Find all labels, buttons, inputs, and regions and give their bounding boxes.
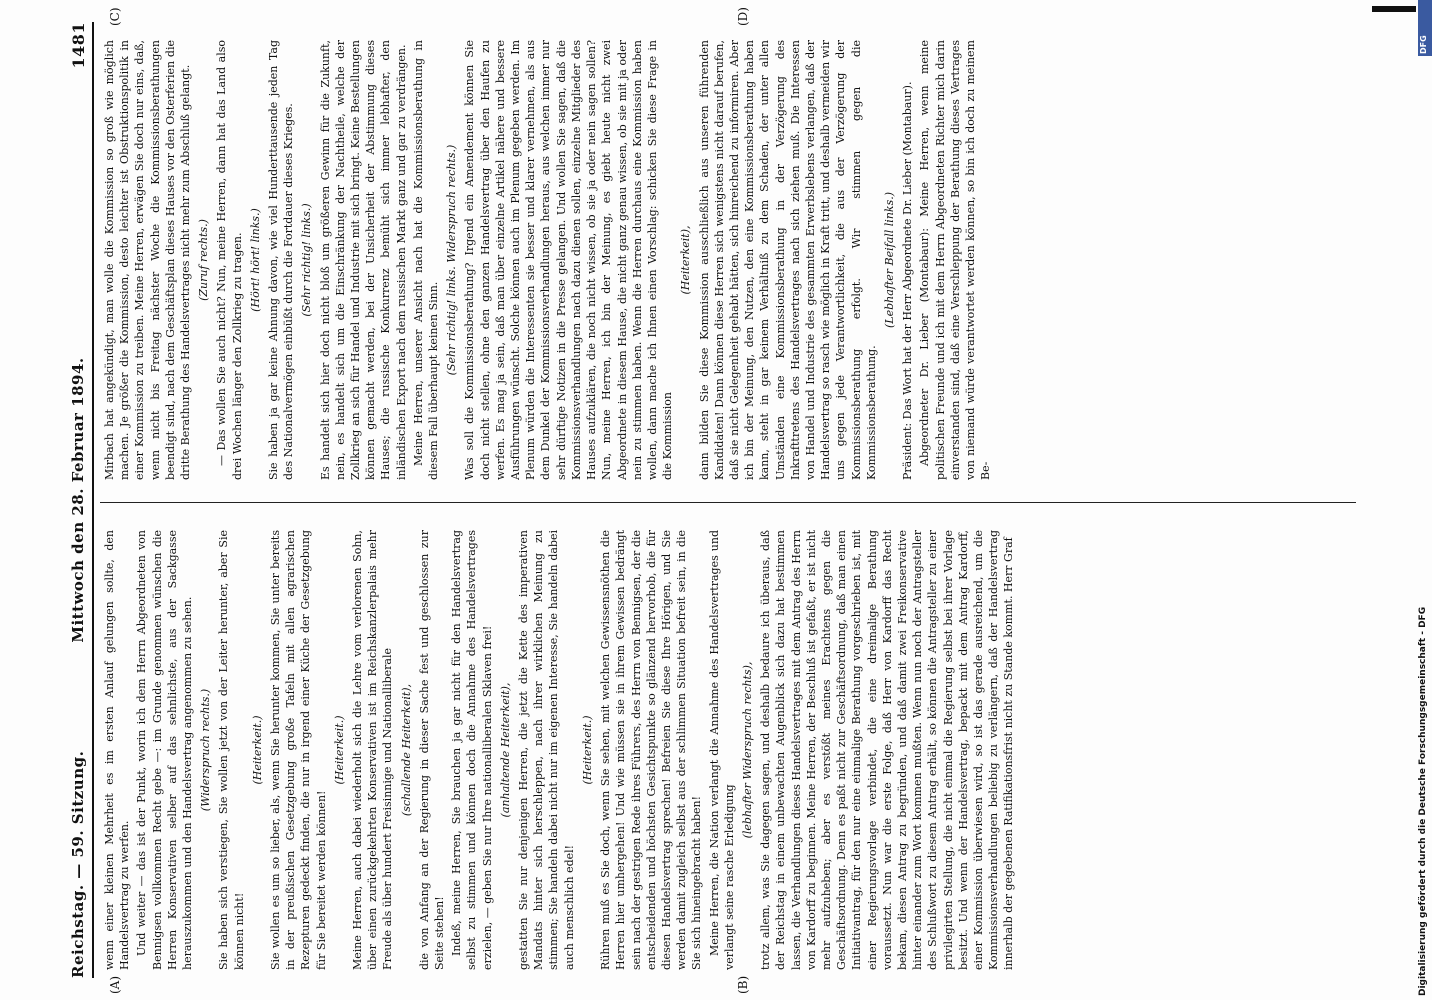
interjection: (lebhafter Widerspruch rechts), xyxy=(740,661,754,839)
paragraph: Meine Herren, unserer Ansicht nach hat die Kommissionsberathung in diesem Fall überhaupt keinen Sinn. xyxy=(411,40,441,480)
paragraph: Was soll die Kommissionsberathung? Irgend ein Amendement können Sie doch nicht stellen, ohne den ganzen Handelsvertrag über den Haufen zu werfen. Es mag ja sein, daß man über einzelne Artikel nähere und bessere Ausführungen wünscht. Solche können auch im Plenum gegeben werden. Im Plenum würden die Interessenten sie besser und klarer vernehmen, als aus dem Dunkel der Kommissionsverhandlungen heraus, aus welchen immer nur sehr dürftige Notizen in die Presse gelangen. Und wollen Sie sagen, daß die Kommissionsverhandlungen nach dazu dienen sollen, einzelne Mitglieder des Hauses aufzuklären, die noch nicht wissen, ob sie ja oder nein sagen sollen? Nun, meine Herren, ich bin der Meinung, es giebt heute nicht zwei Abgeordnete in diesem Hause, die nicht ganz genau wissen, ob sie mit ja oder nein zu stimmen haben. Wenn die Herren durchaus eine Kommission haben wollen, dann mache ich Ihnen einen Vorschlag: schicken Sie diese Frage in die Kommission xyxy=(463,40,675,480)
paragraph: gestatten Sie nur denjenigen Herren, die jetzt die Kette des imperativen Mandats hinter sich herschleppen, nach ihrer wirklichen Meinung zu stimmen; Sie handeln dabei nicht nur im eigenen Interesse, Sie handeln dabei auch menschlich edel! xyxy=(517,530,576,970)
paragraph: Abgeordneter Dr. Lieber (Montabaur): Meine Herren, wenn meine politischen Freunde und ich mit dem Herrn Abgeordneten Richter mich darin einverstanden sind, daß eine Verschleppung der Berathung dieses Vertrages von niemand würde verantwortet werden können, so bin ich doch zu meinem Be- xyxy=(918,40,993,480)
dfg-logo: DFG xyxy=(1418,0,1432,56)
interjection: (Zuruf rechts.) xyxy=(197,219,211,301)
paragraph: wenn einer kleinen Mehrheit es im ersten Anlauf gelungen sollte, den Handelsvertrag zu werfen. xyxy=(103,530,132,970)
rotated-newspaper-page xyxy=(36,0,1396,1000)
digitization-credit: Digitalisierung gefördert durch die Deutsche Forschungsgemeinschaft - DFG xyxy=(1418,606,1428,996)
paragraph: Meine Herren, auch dabei wiederholt sich die Lehre vom verlorenen Sohn, über einen zurückgekehrten Konservativen ist im Reichskanzlerpalais mehr Freude als über hundert Freisinnige und Nationalliberale xyxy=(351,530,395,970)
paragraph: Sie haben ja gar keine Ahnung davon, wie viel Hunderttausende jeden Tag des Nationalvermögen einbüßt durch die Fortdauer dieses Krieges. xyxy=(267,40,296,480)
interjection: (Heiterkeit.) xyxy=(250,715,264,785)
paragraph: die von Anfang an der Regierung in dieser Sache fest und geschlossen zur Seite stehen! xyxy=(417,530,447,970)
interjection: (schallende Heiterkeit), xyxy=(399,683,413,817)
margin-marker-a: (A) xyxy=(108,975,122,994)
interjection: (Heiterkeit.) xyxy=(332,715,346,785)
paragraph: Mirbach hat angekündigt, man wolle die Kommission so groß wie möglich machen. Je größer die Kommission, desto leichter ist Obstruktionspolitik in einer Kommission zu treiben. Meine Herren, erwägen Sie doch nur eins, daß, wenn nicht bis Freitag nächster Woche die Kommissionsberathungen beendigt sind, nach dem Geschäftsplan dieses Hauses vor den Osterferien die dritte Berathung des Handelsvertrages nicht mehr zum Abschluß gelangt. xyxy=(103,40,193,480)
interjection: (anhaltende Heiterkeit), xyxy=(498,682,512,818)
interjection: (Hört! hört! links.) xyxy=(248,208,262,312)
paragraph: trotz allem, was Sie dagegen sagen, und deshalb bedaure ich überaus, daß der Reichstag in einem unbewachten Augenblick sich dazu hat bestimmen lassen, die Verhandlungen dieses Handelsvertrages mit dem Antrag des Herrn von Kardorff zu beginnen. Meine Herren, der Beschluß ist gefaßt, er ist nicht mehr aufzuheben; aber es verstößt meines Erachtens gegen die Geschäftsordnung. Denn es paßt nicht zur Geschäftsordnung, daß man einen Initiativantrag, für den nur eine einmalige Berathung vorgeschrieben ist, mit einer Regierungsvorlage verbindet, die eine dreimalige Berathung voraussetzt. Nun war die erste Folge, daß Herr von Kardorff das Recht bekam, diesen Antrag zu begründen, und daß damit zwei Freikonservative hinter einander zum Wort kommen mußten. Wenn nun noch der Antragsteller des Schlußwort zu diesem Antrag erhält, so können die Antragsteller zu einer privilegirten Stellung, die nicht einmal die Regierung selbst bei ihrer Vorlage besitzt. Und wenn der Handelsvertrag, bepackt mit dem Antrag Kardorff, einer Kommission überwiesen wird, so ist das gerade ausreichend, um die Kommissionsverhandlungen beliebig zu verlängern, daß der Handelsvertrag innerhalb der gegebenen Ratifikationsfrist nicht zu Stande kommt. Herr Graf xyxy=(759,530,1016,970)
paragraph: Präsident: Das Wort hat der Herr Abgeordnete Dr. Lieber (Montabaur). xyxy=(901,81,915,480)
interjection: (Heiterkeit.) xyxy=(580,715,594,785)
paragraph: — Das wollen Sie auch nicht? Nun, meine Herren, dann hat das Land also drei Wochen länger den Zollkrieg zu tragen. xyxy=(215,40,244,480)
header-rule xyxy=(92,22,94,978)
paragraph: Sie wollen es um so lieber, als, wenn Sie herunter kommen, Sie unter bereits in der preußischen Gesetzgebung große Tafeln mit allen agrarischen Rezepturen gedeckt finden, die nur in irgend einer Küche der Gesetzgebung für Sie bereitet werden können! xyxy=(269,530,328,970)
paragraph: Indeß, meine Herren, Sie brauchen ja gar nicht für den Handelsvertrag selbst zu stimmen und können doch die Annahme des Handelsvertrages erzielen, — geben Sie nur Ihre nationalliberalen Sklaven frei! xyxy=(450,530,494,970)
right-text-column xyxy=(102,40,1366,480)
interjection: (Widerspruch rechts.) xyxy=(199,688,213,812)
left-text-column xyxy=(102,530,1366,970)
header-page-number: 1481 xyxy=(68,22,88,69)
page-header xyxy=(62,22,86,978)
margin-marker-c: (C) xyxy=(108,7,122,26)
interjection: (Sehr richtig! links.) xyxy=(300,203,314,317)
margin-marker-d: (D) xyxy=(736,7,750,26)
paragraph: Meine Herren, die Nation verlangt die Annahme des Handelsvertrages und verlangt seine rasche Erledigung xyxy=(707,530,736,970)
margin-marker-b: (B) xyxy=(736,975,750,994)
paragraph: Sie haben sich verstiegen, Sie wollen jetzt von der Leiter herunter, aber Sie können nicht! xyxy=(217,530,246,970)
interjection: (Sehr richtig! links. Widerspruch rechts.) xyxy=(445,144,459,376)
paragraph: dann bilden Sie diese Kommission ausschließlich aus unseren führenden Kandidaten! Dann können diese Herren sich wenigstens nicht darauf berufen, daß sie nicht Gelegenheit gehabt hätten, sich hinreichend zu informiren. Aber ich bin der Meinung, den Nutzen, den eine Kommissionsberathung haben kann, steht in gar keinem Verhältniß zu dem Schaden, der unter allen Umständen eine Kommissionsberathung in der Verzögerung des Inkrafttretens des Handelsvertrages nach sich ziehen muß. Die Interessen von Handel und Industrie des gesammten Erwerbslebens verlangen, daß der Handelsvertrag so rasch wie möglich in Kraft tritt, und deshalb vermeiden wir uns gegen jede Verantwortlichkeit, die aus der Verzögerung der Kommissionsberathung erfolgt. Wir stimmen gegen die Kommissionsberathung. xyxy=(697,40,878,480)
interjection: (Lebhafter Beifall links.) xyxy=(882,191,896,329)
interjection: (Heiterkeit), xyxy=(679,225,693,295)
paragraph: Rühren muß es Sie doch, wenn Sie sehen, mit welchen Gewissensnöthen die Herren hier umhergehen! Und wie müssen sie in ihrem Gewissen bedrängt sein nach der gestrigen Rede ihres Führers, des Herrn von Bennigsen, der die entscheidenden und höchsten Gesichtspunkte so glänzend hervorhob, die für diesen Handelsvertrag sprechen! Befreien Sie diese Ihre Hörigen, und Sie werden damit zugleich selbst aus der schlimmen Situation befreit sein, in die Sie sich hineingebracht haben! xyxy=(599,530,704,970)
paragraph: Es handelt sich hier doch nicht bloß um größeren Gewinn für die Zukunft, nein, es handelt sich um die Einschränkung der Nachtheile, welche der Zollkrieg an sich für Handel und Industrie mit sich bringt. Keine Bestellungen können gemacht werden, bei der Unsicherheit der Abstimmung dieses Hauses; die russische Konkurrenz bemüht sich immer lebhafter, den inländischen Export nach dem russischen Markt ganz und gar zu verdrängen. xyxy=(318,40,408,480)
paragraph: Und weiter — das ist der Punkt, worin ich dem Herrn Abgeordneten von Bennigsen vollkommen Recht gebe —: im Grunde genommen wünschen die Herren Konservativen selber auf das sehnlichste, aus der Sackgasse herauszukommen und den Handelsvertrag angenommen zu sehen. xyxy=(135,530,195,970)
column-divider xyxy=(100,502,1356,503)
header-session: Reichstag. — 59. Sitzung. xyxy=(68,750,87,978)
header-date: Mittwoch den 28. Februar 1894. xyxy=(68,357,87,643)
